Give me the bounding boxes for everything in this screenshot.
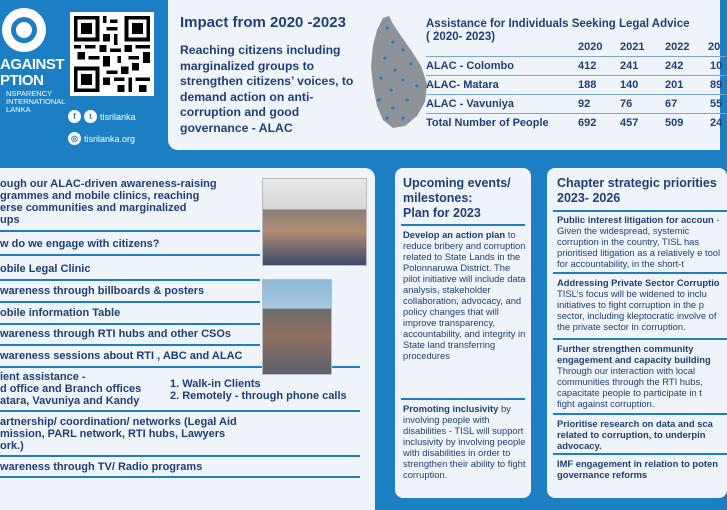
engage-item-7a: artnership/ coordination/ networks (Legal Aid xyxy=(0,416,237,428)
divider xyxy=(401,224,525,226)
engage-item-6a: ient assistance - xyxy=(0,371,86,383)
intro-line-4: ups xyxy=(0,214,20,226)
priority-5: IMF engagement in relation to poten governance reforms xyxy=(557,458,718,480)
divider xyxy=(553,413,727,415)
priorities-panel xyxy=(547,168,727,498)
divider xyxy=(0,476,360,478)
divider xyxy=(0,254,260,256)
table-row: ALAC- Matara 188 140 201 89 xyxy=(426,76,726,95)
table-row: ALAC - Colombo 412 241 242 10 xyxy=(426,57,726,76)
qr-code-icon xyxy=(70,12,154,96)
outreach-photo xyxy=(262,279,332,375)
divider xyxy=(0,279,260,281)
brand-text-3: NSPARENCY INTERNATIONAL LANKA xyxy=(6,89,66,114)
engage-item-6c: atara, Vavuniya and Kandy xyxy=(0,395,140,407)
engage-item-6b: d office and Branch offices xyxy=(0,383,142,395)
facebook-icon: f xyxy=(68,110,81,123)
engage-question: w do we engage with citizens? xyxy=(0,238,160,250)
priority-2: Addressing Private Sector Corruptio TISL's focus will be widened to inclu initiatives to fight corruption in the p sector, including kleptocratic involve of the private sector in corruption. xyxy=(557,277,720,332)
social-facebook-twitter[interactable] xyxy=(68,110,136,123)
engage-item-3: obile information Table xyxy=(0,307,121,319)
remote-clients: 2. Remotely - through phone calls xyxy=(170,390,347,402)
engage-item-5: wareness sessions about RTI , ABC and ALAC xyxy=(0,350,243,362)
website-link[interactable] xyxy=(68,132,135,145)
table-header-row: 2020 2021 2022 20 xyxy=(426,38,726,57)
impact-title: Impact from 2020 -2023 xyxy=(180,14,346,31)
events-title: Upcoming events/ milestones: Plan for 2023 xyxy=(403,176,511,220)
divider xyxy=(0,323,260,325)
intro-line-1: ough our ALAC-driven awareness-raising xyxy=(0,178,217,190)
priorities-title: Chapter strategic priorities 2023- 2026 xyxy=(557,176,717,205)
table-row: ALAC - Vavuniya 92 76 67 55 xyxy=(426,95,726,114)
globe-icon: ◎ xyxy=(68,132,81,145)
divider xyxy=(0,455,360,457)
priority-4: Prioritise research on data and sca related to corruption, to underpin advocacy. xyxy=(557,418,713,451)
table-total-row: Total Number of People 692 457 509 24 xyxy=(426,117,723,129)
website-text: tisrilanka.org xyxy=(84,133,136,144)
engage-item-4: wareness through RTI hubs and other CSOs xyxy=(0,328,232,340)
intro-line-3: erse communities and marginalized xyxy=(0,202,187,214)
divider xyxy=(0,410,360,412)
intro-line-2: grammes and mobile clinics, reaching xyxy=(0,190,200,202)
divider xyxy=(553,210,727,212)
divider xyxy=(401,398,525,400)
walkin-clients: 1. Walk-in Clients xyxy=(170,378,261,390)
impact-panel xyxy=(168,0,723,150)
divider xyxy=(0,344,260,346)
event-2: Promoting inclusivity by involving people with disabilities - TISL will support inclusivity by involving people with disabilities in order to strengthen their ability to fight corruption. xyxy=(403,403,526,480)
event-1: Develop an action plan to reduce bribery and corruption related to State Lands in the Polonnaruwa District. The pilot initiative will include data analysis, stakeholder collaboration, advocacy, and policy changes that will improve transparency, accountability, and integrity in State land transferring procedures xyxy=(403,229,526,361)
engage-item-2: wareness through billboards & posters xyxy=(0,285,205,297)
engage-item-8: wareness through TV/ Radio programs xyxy=(0,461,203,473)
divider xyxy=(553,272,727,274)
divider xyxy=(553,338,727,340)
legal-advice-title: Assistance for Individuals Seeking Legal Advice ( 2020- 2023) xyxy=(426,18,690,43)
brand-text-1: AGAINST xyxy=(0,56,64,73)
sri-lanka-map-icon xyxy=(363,14,433,136)
ti-logo-icon xyxy=(2,8,46,52)
divider xyxy=(553,453,727,455)
divider xyxy=(0,230,260,232)
events-panel xyxy=(395,168,531,498)
twitter-icon: t xyxy=(84,110,97,123)
engagement-panel xyxy=(0,168,375,510)
divider xyxy=(0,301,260,303)
engage-item-7b: mission, PARL network, RTI hubs, Lawyers xyxy=(0,428,226,440)
engage-item-1: obile Legal Clinic xyxy=(0,263,91,275)
social-handle: tisrilanka xyxy=(100,111,136,122)
brand-text-2: PTION xyxy=(0,72,44,89)
priority-3: Further strengthen community engagement and capacity building Through our interaction with local communities through the RTI hubs, capacitate people to participate in t fight against corruption. xyxy=(557,343,711,409)
brand-area xyxy=(0,0,170,150)
priority-1: Public interest litigation for accoun - Given the widespread, systemic corruption in the country, TISL has prioritised litigation as a relatively e tool for accountability, in the short-t xyxy=(557,214,721,269)
legal-clinic-photo xyxy=(262,178,367,266)
impact-body: Reaching citizens including marginalized groups to strengthen citizens’ voices, to demand action on anti-corruption and good governance - ALAC xyxy=(180,43,354,135)
engage-item-7c: ork.) xyxy=(0,440,24,452)
